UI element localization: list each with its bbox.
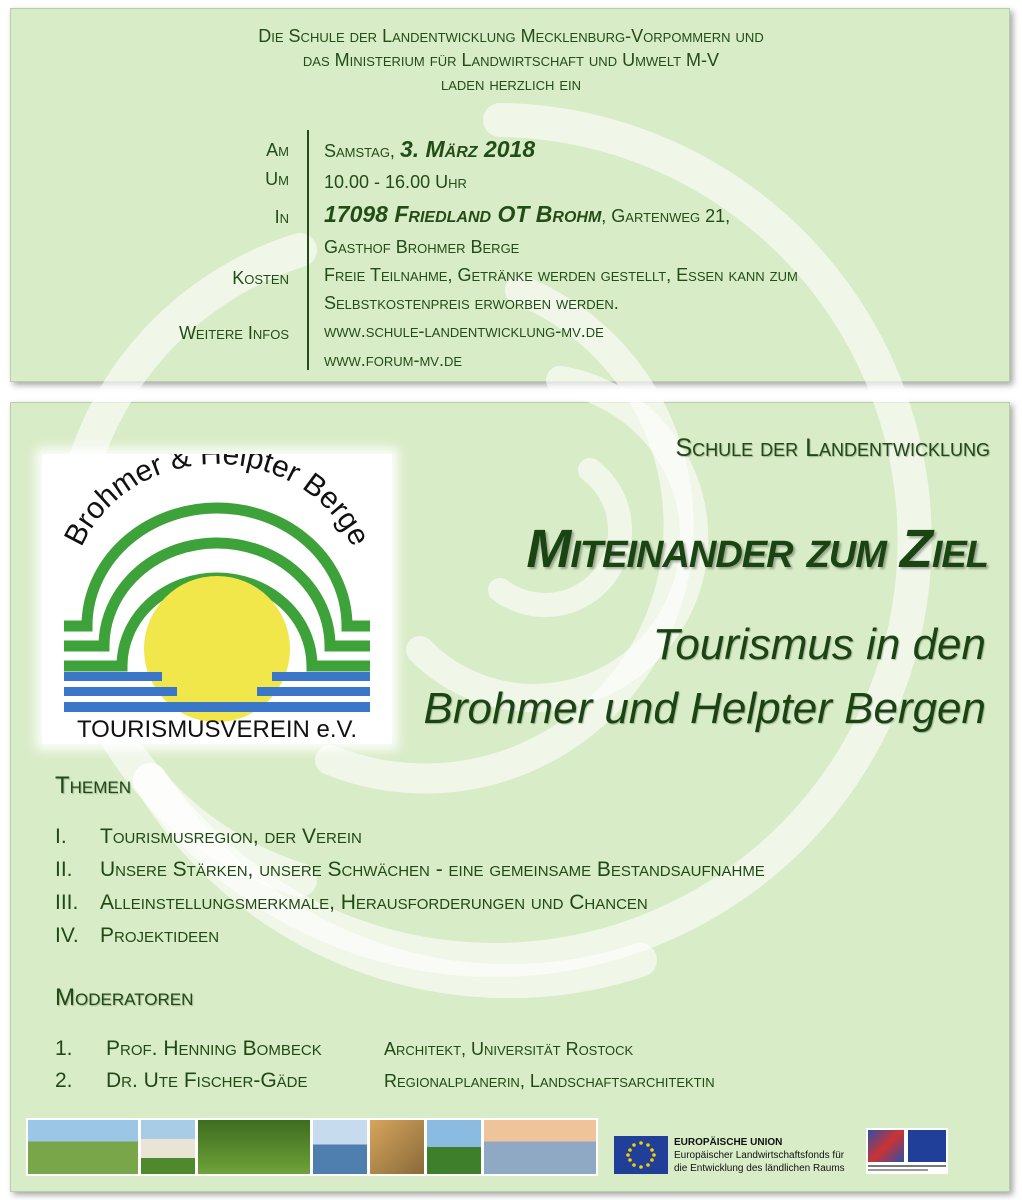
invitation-line-1: Die Schule der Landentwicklung Mecklenburg-Vorpommern und	[258, 26, 764, 46]
school-heading: Schule der Landentwicklung	[675, 434, 990, 462]
topic-num-3: III.	[55, 891, 79, 914]
cost-label: Kosten	[232, 268, 289, 288]
time-label: Um	[265, 169, 289, 189]
logo-arc-text: Brohmer & Helpter Berge	[58, 454, 376, 551]
moderator-role-1: Architekt, Universität Rostock	[384, 1039, 634, 1059]
place-street: , Gartenweg 21,	[601, 206, 731, 226]
place-bold: 17098 Friedland OT Brohm	[324, 201, 602, 227]
eu-title: EUROPÄISCHE UNION	[674, 1137, 783, 1148]
photo-cyclists	[28, 1120, 138, 1174]
topic-num-4: IV.	[55, 924, 79, 947]
eu-line-2: Europäischer Landwirtschaftsfonds für	[674, 1150, 845, 1161]
topic-num-2: II.	[55, 858, 73, 881]
photo-harbour	[313, 1120, 367, 1174]
photo-people	[370, 1120, 424, 1174]
efre-logo	[866, 1128, 948, 1174]
moderator-role-2: Regionalplanerin, Landschaftsarchitektin	[384, 1071, 715, 1091]
invitation-line-2: das Ministerium für Landwirtschaft und Umwelt M-V	[302, 50, 720, 70]
eu-flag	[614, 1136, 668, 1174]
topic-2: Unsere Stärken, unsere Schwächen - eine gemeinsame Bestandsaufnahme	[100, 858, 765, 881]
main-title: Miteinander zum Ziel	[526, 519, 988, 579]
moderator-name-1: Prof. Henning Bombeck	[106, 1037, 322, 1060]
place-label: In	[274, 207, 289, 227]
photo-strip	[26, 1118, 598, 1176]
moderator-name-2: Dr. Ute Fischer-Gäde	[106, 1069, 308, 1092]
topic-num-1: I.	[55, 825, 67, 848]
date-label: Am	[266, 140, 289, 160]
cost-line-1: Freie Teilnahme, Getränke werden gestellt, Essen kann zum	[324, 265, 798, 285]
photo-forest	[198, 1120, 310, 1174]
topic-1: Tourismusregion, der Verein	[100, 825, 362, 848]
eu-stars-icon	[614, 1136, 668, 1174]
time-value: 10.00 - 16.00 Uhr	[324, 172, 467, 192]
subtitle-line-2: Brohmer und Helpter Bergen	[423, 684, 986, 733]
info-url-1[interactable]: www.schule-landentwicklung-mv.de	[324, 321, 604, 341]
topic-3: Alleinstellungsmerkmale, Herausforderungen und Chancen	[100, 891, 648, 914]
subtitle-line-1: Tourismus in den	[652, 620, 986, 669]
cost-line-2: Selbstkostenpreis erworben werden.	[324, 293, 619, 313]
info-url-2[interactable]: www.forum-mv.de	[324, 350, 463, 370]
invitation-text	[0, 24, 1022, 96]
date-prefix: Samstag,	[324, 141, 400, 161]
moderator-num-1: 1.	[55, 1037, 73, 1060]
photo-house	[141, 1120, 195, 1174]
topic-4: Projektideen	[100, 924, 220, 947]
place-line-2: Gasthof Brohmer Berge	[324, 237, 520, 257]
logo-bottom-text: TOURISMUSVEREIN e.V.	[76, 716, 358, 743]
invitation-line-3: laden herzlich ein	[440, 74, 582, 94]
eu-line-3: die Entwicklung des ländlichen Raums	[674, 1163, 845, 1174]
topics-heading: Themen	[55, 772, 132, 799]
date-value	[324, 136, 535, 163]
logo-graphic	[42, 454, 392, 744]
tourismusverein-logo	[42, 454, 392, 744]
info-label: Weitere Infos	[178, 323, 289, 343]
moderator-num-2: 2.	[55, 1069, 73, 1092]
photo-field	[427, 1120, 481, 1174]
eu-text	[674, 1136, 845, 1175]
photo-pier	[484, 1120, 596, 1174]
date-bold: 3. März 2018	[399, 136, 536, 162]
moderators-heading: Moderatoren	[55, 984, 194, 1011]
place-value	[324, 201, 730, 228]
info-divider	[307, 130, 309, 370]
